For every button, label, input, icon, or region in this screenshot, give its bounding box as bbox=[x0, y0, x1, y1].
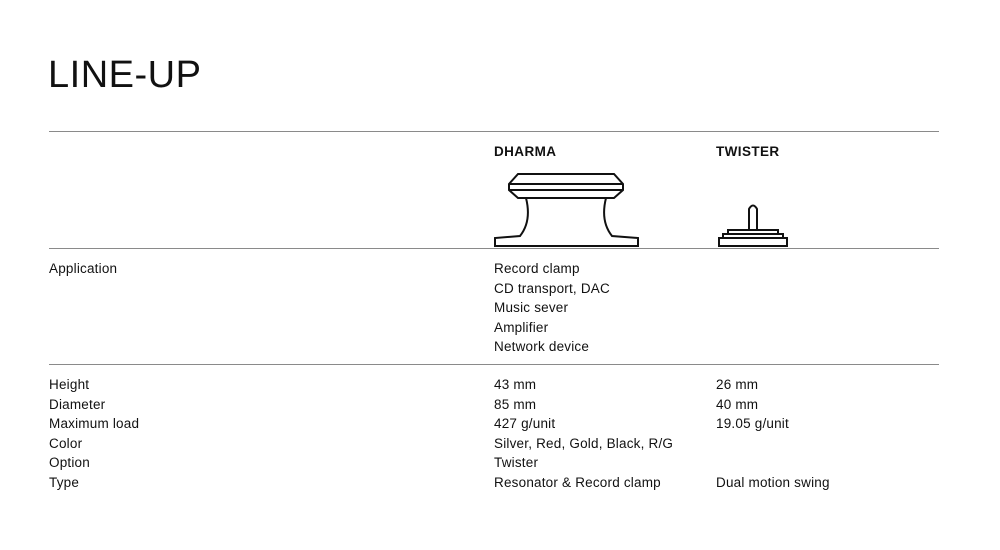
application-item: Network device bbox=[494, 339, 590, 354]
dharma-drawing-icon bbox=[490, 168, 646, 250]
spec-value-option: Twister bbox=[494, 455, 539, 470]
twister-drawing-icon bbox=[714, 198, 792, 250]
spec-value-diameter: 85 mm bbox=[494, 396, 537, 412]
spec-label-type: Type bbox=[49, 474, 80, 490]
spec-label-option: Option bbox=[49, 455, 90, 470]
spec-label-color: Color bbox=[49, 435, 83, 451]
spec-value-type: Dual motion swing bbox=[716, 474, 830, 490]
spec-value-diameter: 40 mm bbox=[716, 396, 759, 412]
spec-value-maximum-load: 427 g/unit bbox=[494, 416, 556, 431]
spec-value-type: Resonator & Record clamp bbox=[494, 474, 661, 490]
spec-value-height: 26 mm bbox=[716, 377, 759, 392]
spec-values-twister bbox=[716, 375, 830, 492]
spec-value-color bbox=[716, 434, 830, 454]
row-label-application: Application bbox=[49, 261, 118, 276]
column-header-dharma: DHARMA bbox=[494, 144, 557, 159]
spec-values-dharma bbox=[494, 375, 673, 492]
application-list-dharma bbox=[494, 259, 610, 357]
spec-label-maximum-load: Maximum load bbox=[49, 416, 140, 431]
page-title: LINE-UP bbox=[48, 54, 202, 96]
spec-value-color: Silver, Red, Gold, Black, R/G bbox=[494, 435, 674, 451]
column-header-twister: TWISTER bbox=[716, 144, 780, 159]
application-item: Record clamp bbox=[494, 261, 580, 276]
divider-header bbox=[49, 248, 939, 249]
application-item: CD transport, DAC bbox=[494, 280, 610, 296]
spec-label-diameter: Diameter bbox=[49, 396, 106, 412]
spec-label-height: Height bbox=[49, 377, 90, 392]
divider-top bbox=[49, 131, 939, 132]
spec-labels bbox=[49, 375, 139, 492]
application-item: Amplifier bbox=[494, 319, 549, 335]
spec-value-maximum-load: 19.05 g/unit bbox=[716, 416, 789, 431]
spec-value-height: 43 mm bbox=[494, 377, 537, 392]
spec-value-option bbox=[716, 453, 830, 473]
application-item: Music sever bbox=[494, 300, 569, 315]
divider-application bbox=[49, 364, 939, 365]
